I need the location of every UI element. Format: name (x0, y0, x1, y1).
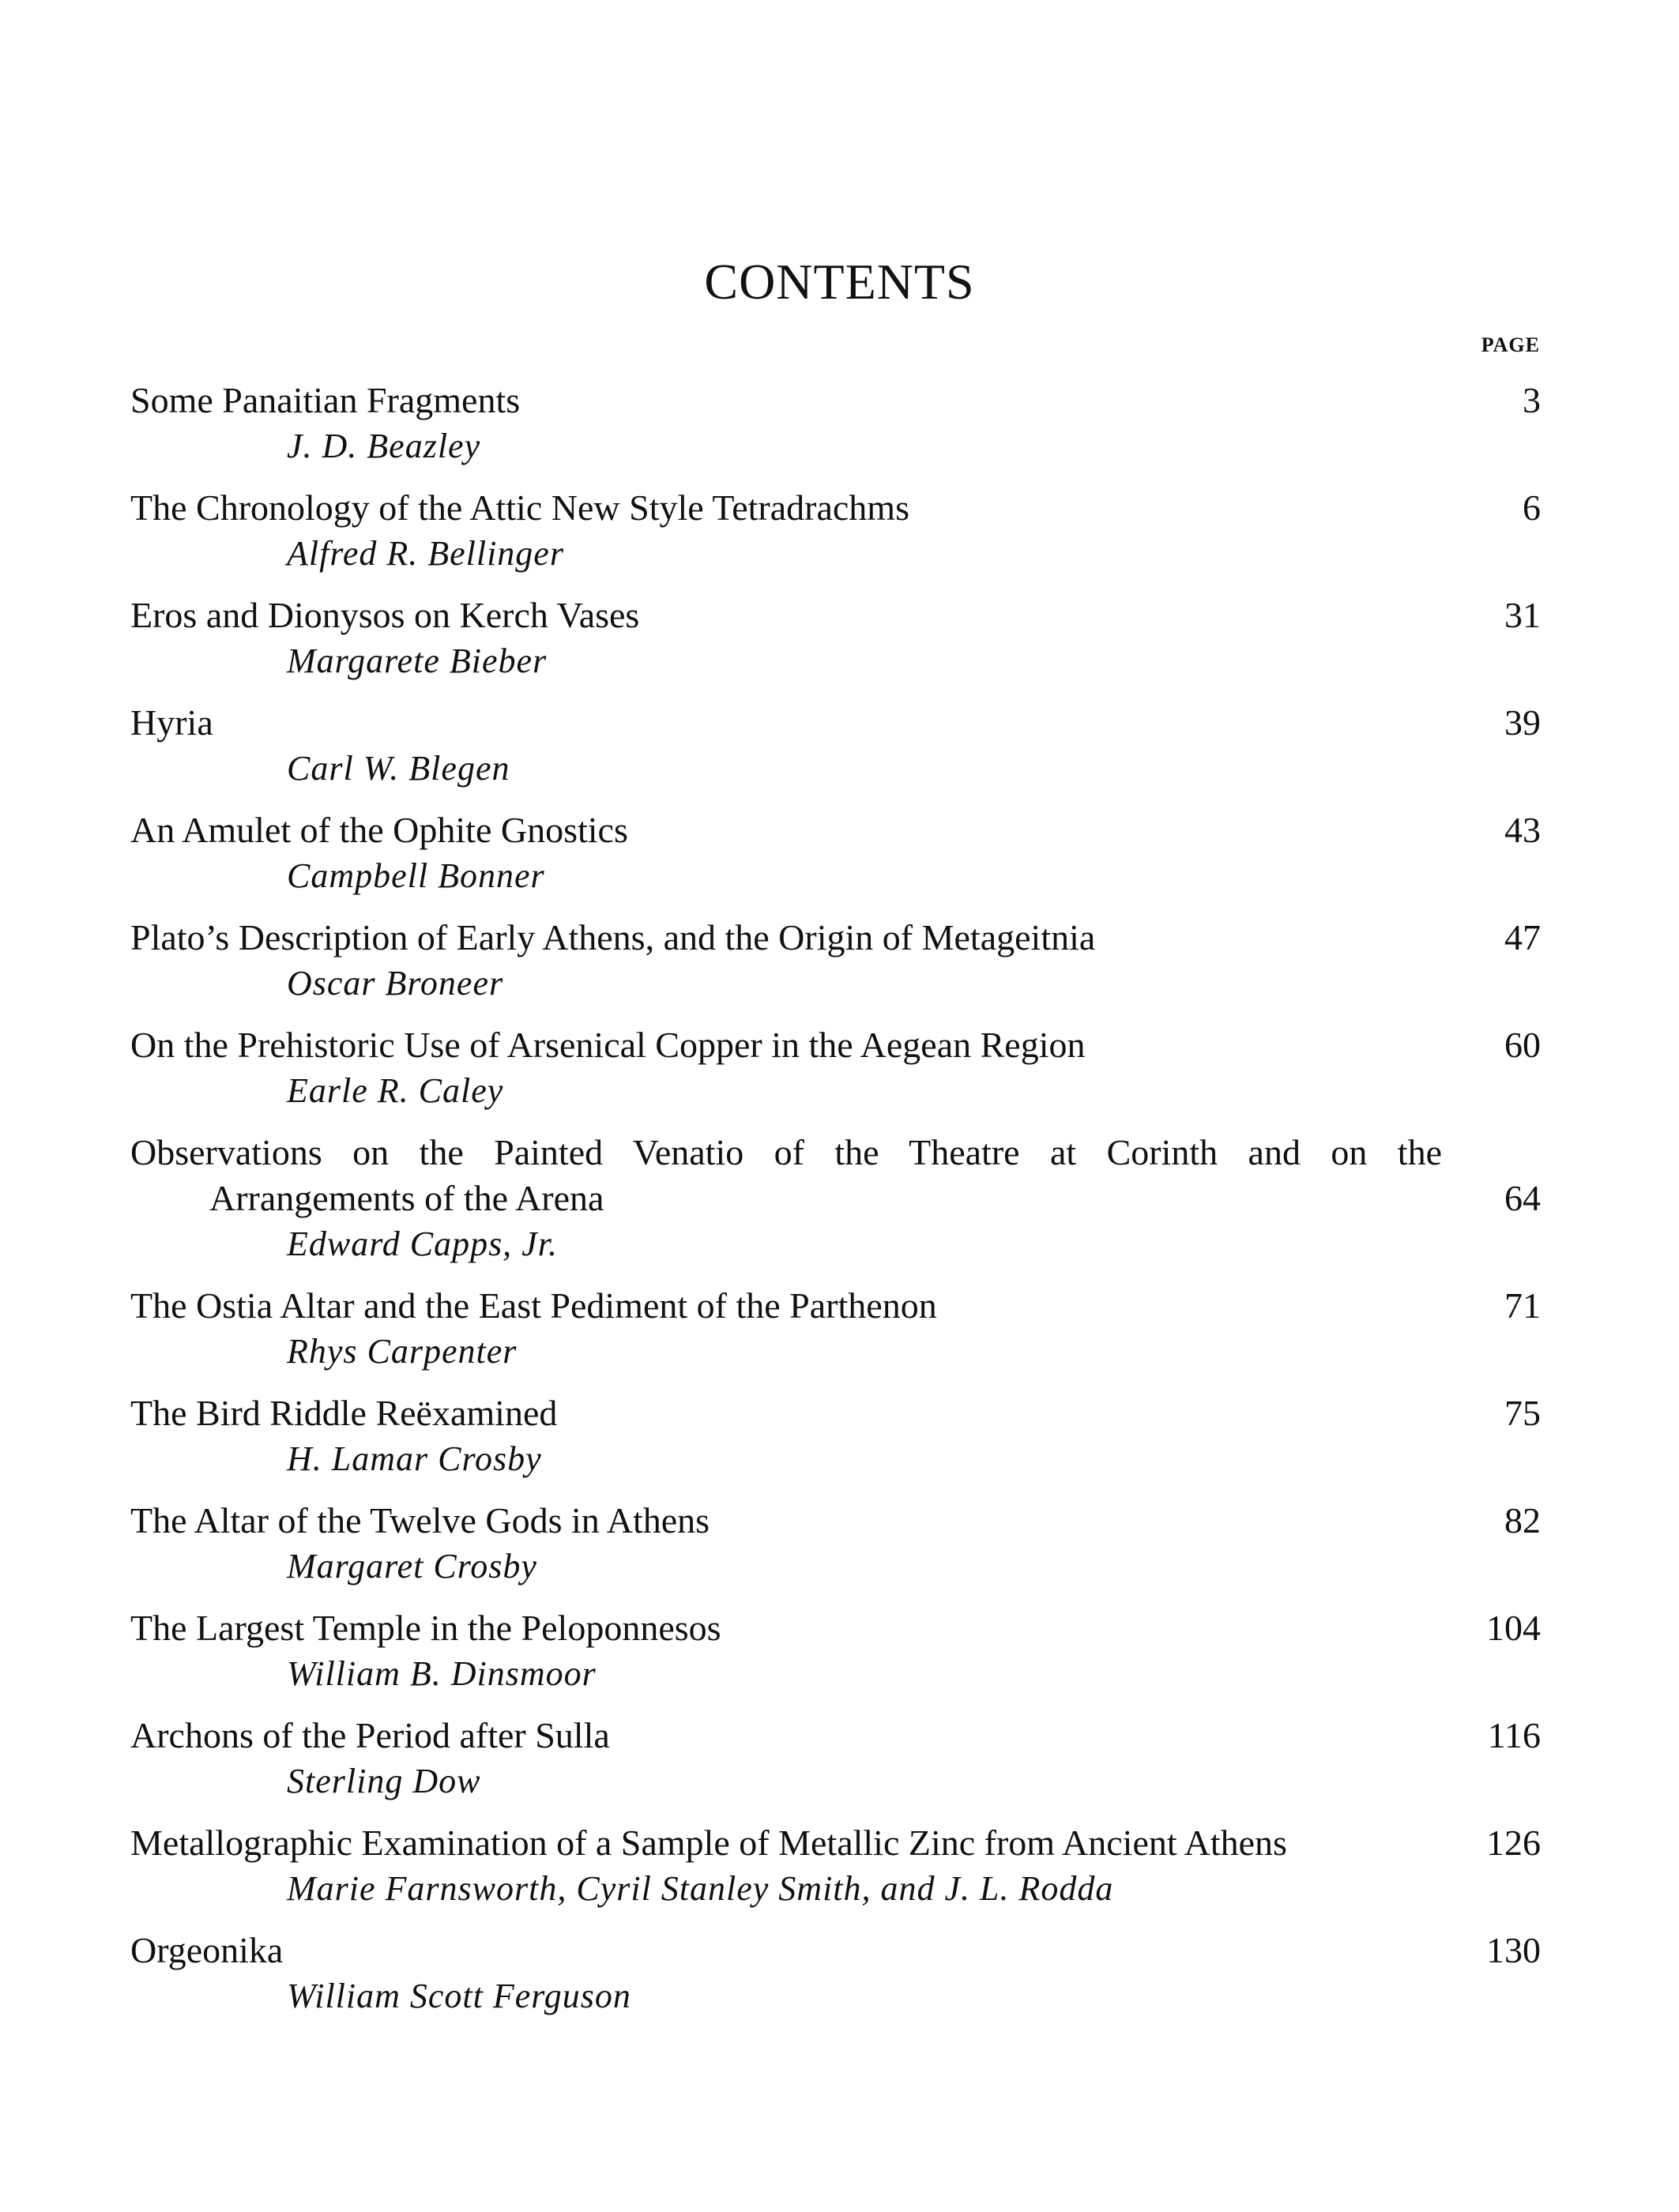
entry-author: Marie Farnsworth, Cyril Stanley Smith, and J. L. Rodda (287, 1869, 1114, 1908)
toc-entry (130, 1022, 1541, 1114)
entry-page-number: 116 (1487, 1715, 1541, 1755)
toc-entry (130, 1713, 1541, 1804)
entry-page-number: 31 (1504, 595, 1541, 635)
entry-page-number: 3 (1523, 380, 1541, 420)
entry-page-number: 71 (1504, 1285, 1541, 1326)
page-title: CONTENTS (704, 254, 975, 310)
entry-page-number: 82 (1504, 1500, 1541, 1540)
entry-page-number: 64 (1504, 1178, 1541, 1218)
entry-title: Eros and Dionysos on Kerch Vases (130, 595, 640, 635)
entry-author: H. Lamar Crosby (287, 1439, 542, 1478)
entry-author: Campbell Bonner (287, 856, 545, 895)
page-column-label: PAGE (1481, 333, 1540, 356)
entry-page-number: 130 (1486, 1930, 1541, 1970)
toc-entry (130, 915, 1541, 1006)
toc-entry (130, 1928, 1541, 2019)
entry-author: Edward Capps, Jr. (287, 1224, 558, 1263)
toc-entry (130, 700, 1541, 792)
entry-author: William B. Dinsmoor (287, 1654, 597, 1693)
entry-author: Alfred R. Bellinger (287, 534, 564, 573)
toc-entry (130, 1820, 1541, 1912)
entry-title: The Chronology of the Attic New Style Tetradrachms (130, 487, 909, 528)
entry-page-number: 75 (1504, 1393, 1541, 1433)
entry-author: Carl W. Blegen (287, 749, 510, 788)
entry-title: Plato’s Description of Early Athens, and the Origin of Metageitnia (130, 917, 1096, 957)
entry-title: Archons of the Period after Sulla (130, 1715, 610, 1755)
entry-author: Margarete Bieber (287, 641, 548, 680)
toc-entry (130, 592, 1541, 684)
entry-title: On the Prehistoric Use of Arsenical Copper in the Aegean Region (130, 1025, 1086, 1065)
toc-entry (130, 1130, 1541, 1267)
entry-title-line-1: Observations on the Painted Venatio of the Theatre at Corinth and on the (130, 1132, 1442, 1172)
entry-author: Rhys Carpenter (287, 1332, 518, 1371)
entry-page-number: 39 (1504, 702, 1541, 743)
entry-title: The Largest Temple in the Peloponnesos (130, 1608, 721, 1648)
entry-page-number: 126 (1486, 1823, 1541, 1863)
entry-title: The Bird Riddle Reëxamined (130, 1393, 558, 1433)
entry-title: The Ostia Altar and the East Pediment of the Parthenon (130, 1285, 937, 1326)
contents-list (130, 378, 1541, 2035)
toc-entry (130, 1283, 1541, 1375)
entry-title-line-2: Arrangements of the Arena (209, 1178, 604, 1218)
entry-title: Some Panaitian Fragments (130, 380, 521, 420)
entry-title: Orgeonika (130, 1930, 284, 1970)
entry-page-number: 6 (1523, 487, 1541, 528)
toc-entry (130, 378, 1541, 469)
entry-author: Oscar Broneer (287, 964, 504, 1003)
entry-author: William Scott Ferguson (287, 1977, 631, 2015)
entry-page-number: 47 (1504, 917, 1541, 957)
toc-entry (130, 1605, 1541, 1697)
entry-author: Sterling Dow (287, 1762, 481, 1800)
entry-title: An Amulet of the Ophite Gnostics (130, 810, 628, 850)
entry-title: Metallographic Examination of a Sample of Metallic Zinc from Ancient Athens (130, 1823, 1287, 1863)
toc-entry (130, 1390, 1541, 1482)
toc-entry (130, 1498, 1541, 1589)
entry-author: Margaret Crosby (287, 1547, 537, 1586)
entry-page-number: 104 (1486, 1608, 1541, 1648)
entry-page-number: 60 (1504, 1025, 1541, 1065)
toc-entry (130, 485, 1541, 577)
entry-author: Earle R. Caley (287, 1071, 504, 1110)
entry-title: Hyria (130, 702, 213, 743)
entry-page-number: 43 (1504, 810, 1541, 850)
entry-author: J. D. Beazley (287, 427, 481, 465)
entry-title: The Altar of the Twelve Gods in Athens (130, 1500, 710, 1540)
toc-entry (130, 807, 1541, 899)
